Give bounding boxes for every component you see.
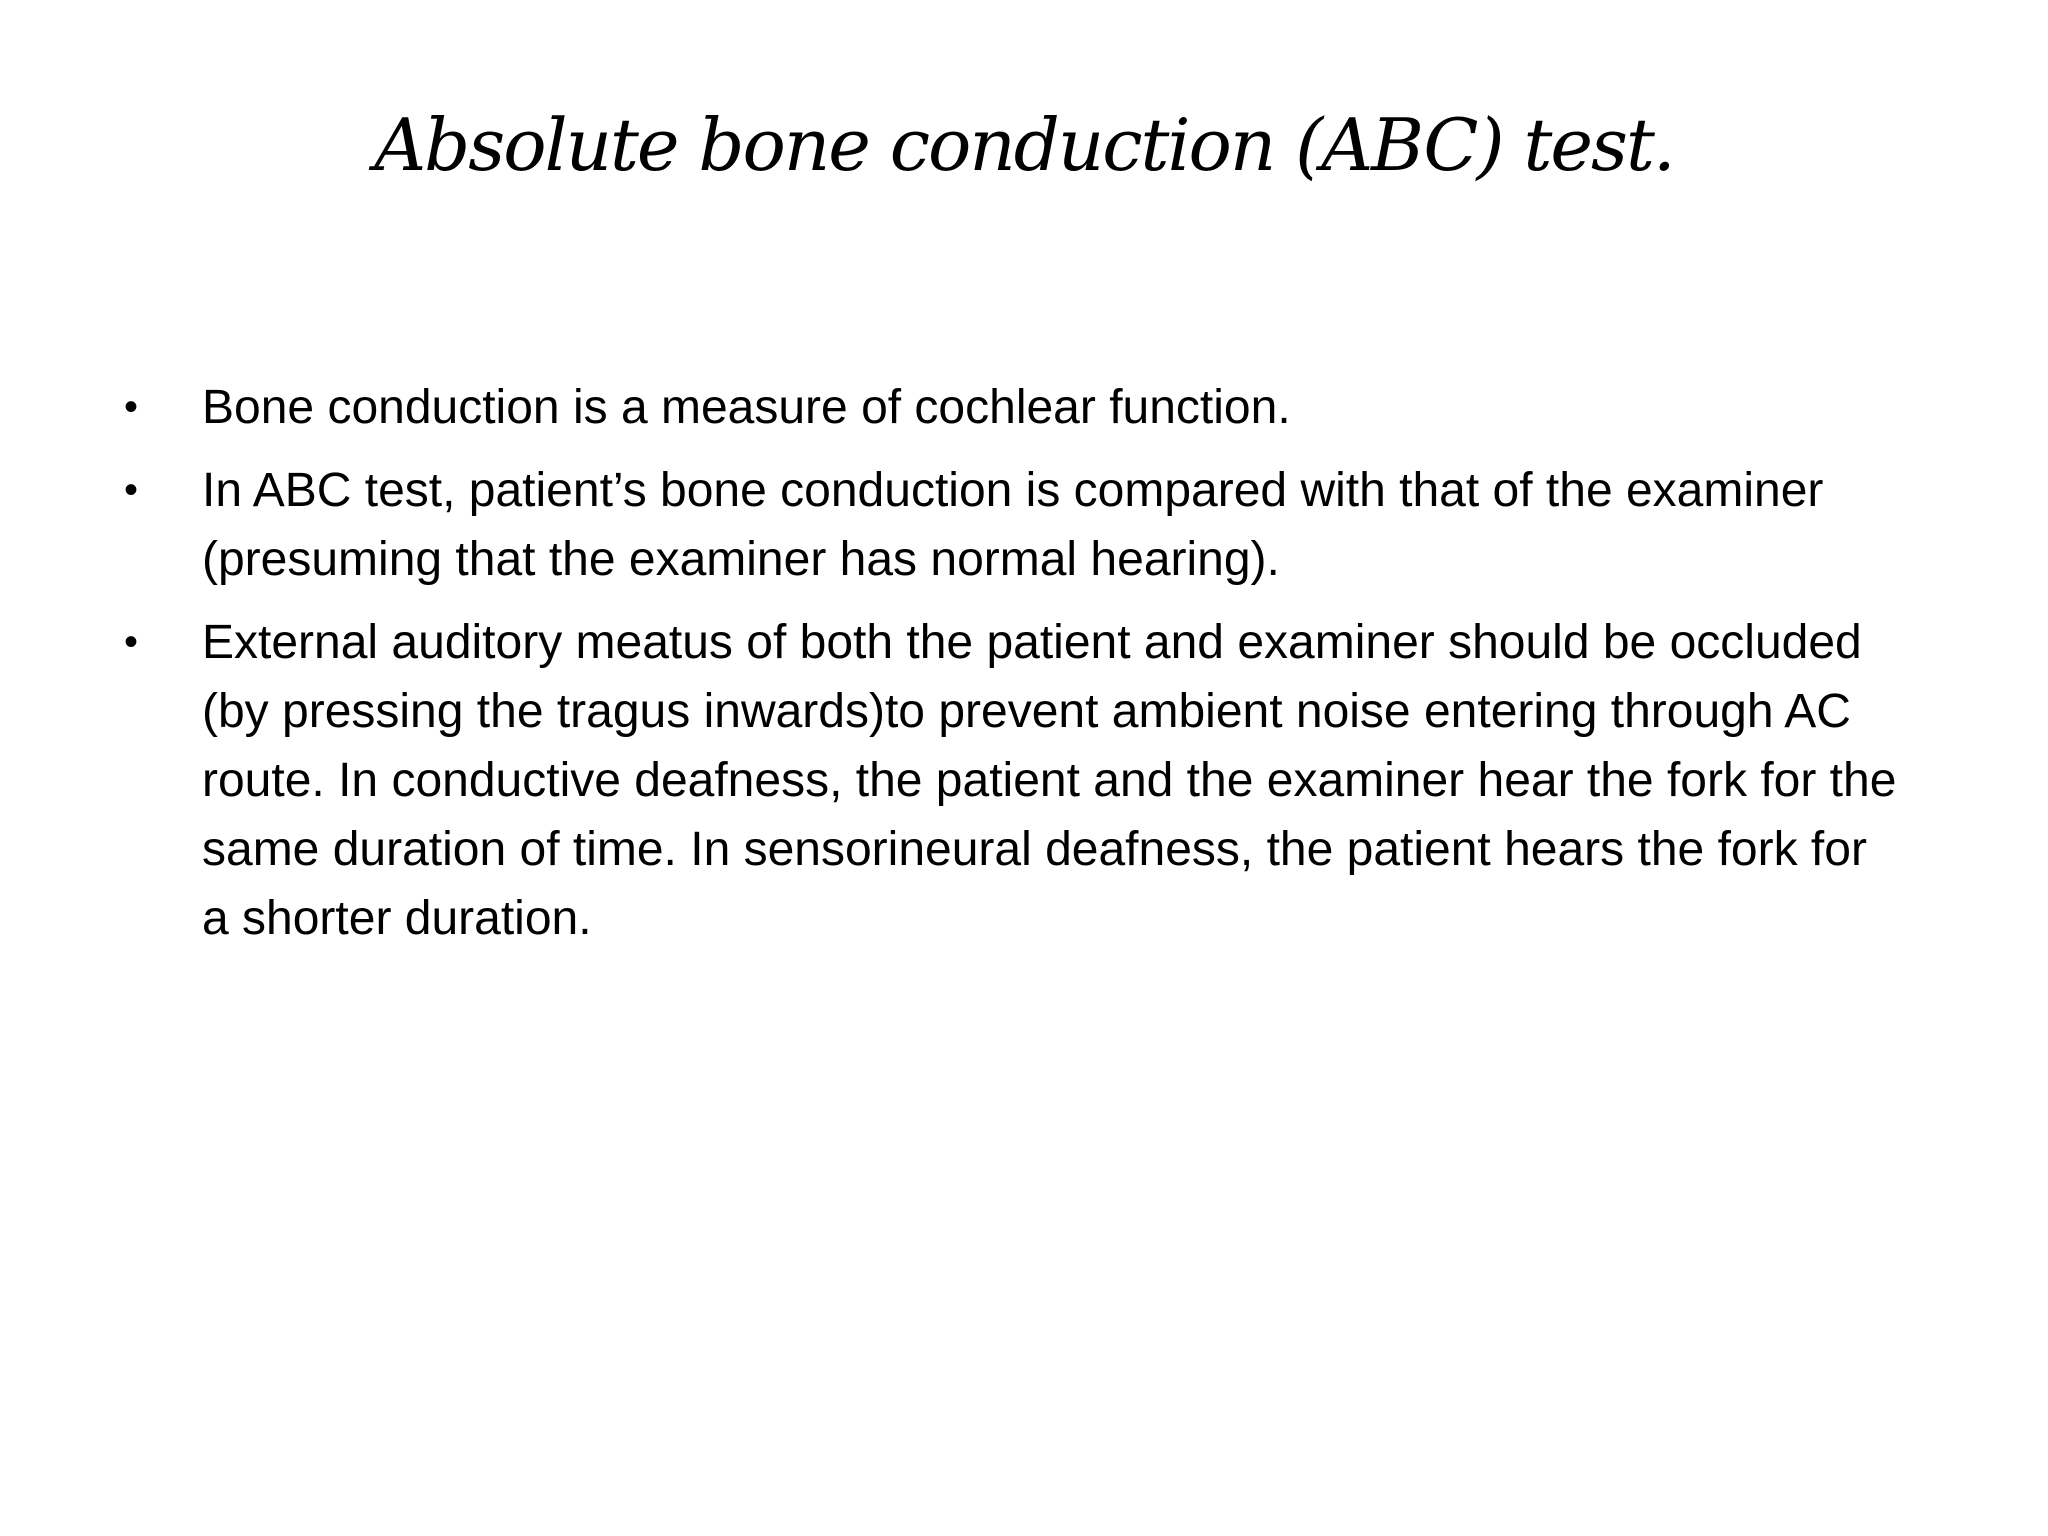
bullet-text: Bone conduction is a measure of cochlear function.	[202, 381, 1291, 434]
bullet-item	[120, 373, 1900, 442]
bullet-text: In ABC test, patient’s bone conduction is compared with that of the examiner (presuming that the examiner has normal hearing).	[202, 464, 1824, 586]
slide-title: Absolute bone conduction (ABC) test.	[374, 103, 1674, 187]
bullet-dot-icon: •	[124, 620, 139, 664]
bullet-dot-icon: •	[124, 468, 139, 512]
bullet-dot-icon: •	[124, 385, 139, 429]
bullet-list	[120, 373, 1900, 967]
bullet-item	[120, 608, 1900, 953]
bullet-item	[120, 456, 1900, 594]
bullet-text: External auditory meatus of both the patient and examiner should be occluded (by pressing the tragus inwards)to prevent ambient noise entering through AC route. In conductive deafness, the patient and the examiner hear the fork for the same duration of time. In sensorineural deafness, the patient hears the fork for a shorter duration.	[202, 616, 1897, 945]
